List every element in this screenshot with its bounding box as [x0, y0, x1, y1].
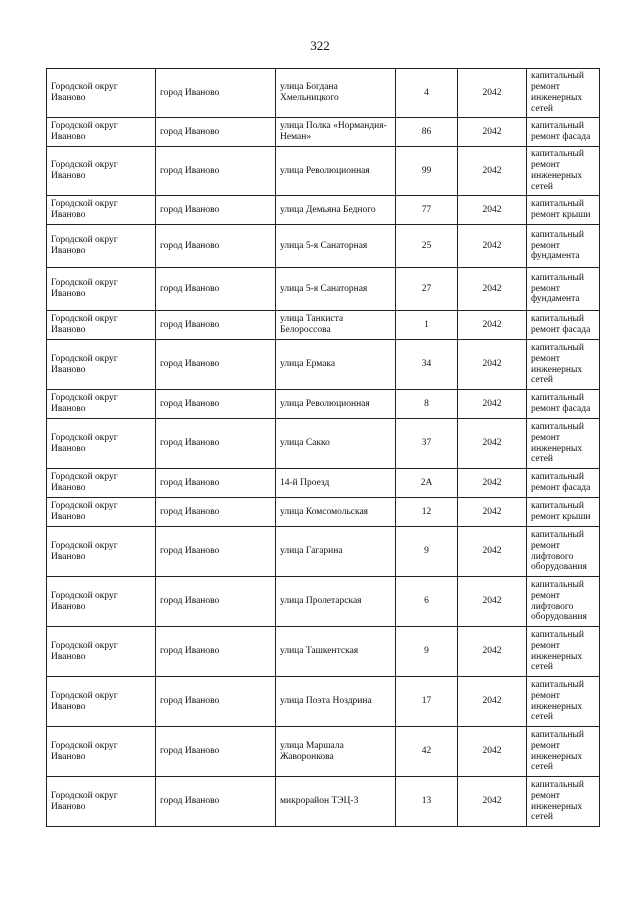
cell-year: 2042: [458, 627, 527, 677]
cell-city: город Иваново: [156, 727, 276, 777]
cell-street: улица 5-я Санаторная: [276, 268, 396, 311]
table-row: [47, 627, 600, 677]
cell-work-type: капитальный ремонт инженерных сетей: [527, 419, 600, 469]
cell-work-type: капитальный ремонт инженерных сетей: [527, 340, 600, 390]
table-row: [47, 311, 600, 340]
cell-street: улица Комсомольская: [276, 498, 396, 527]
cell-street: улица Полка «Нормандия-Неман»: [276, 118, 396, 147]
cell-house-number: 77: [396, 196, 458, 225]
table-row: [47, 147, 600, 196]
cell-year: 2042: [458, 777, 527, 827]
cell-street: улица Маршала Жаворонкова: [276, 727, 396, 777]
cell-street: улица Ермака: [276, 340, 396, 390]
cell-street: микрорайон ТЭЦ-3: [276, 777, 396, 827]
cell-street: улица Революционная: [276, 390, 396, 419]
cell-street: улица Поэта Ноздрина: [276, 677, 396, 727]
table-row: [47, 268, 600, 311]
cell-work-type: капитальный ремонт инженерных сетей: [527, 727, 600, 777]
table-row: [47, 469, 600, 498]
cell-okrug: Городской округ Иваново: [47, 118, 156, 147]
cell-house-number: 4: [396, 69, 458, 118]
cell-okrug: Городской округ Иваново: [47, 627, 156, 677]
cell-street: улица Ташкентская: [276, 627, 396, 677]
cell-year: 2042: [458, 311, 527, 340]
cell-city: город Иваново: [156, 196, 276, 225]
cell-year: 2042: [458, 390, 527, 419]
cell-okrug: Городской округ Иваново: [47, 69, 156, 118]
cell-year: 2042: [458, 225, 527, 268]
cell-year: 2042: [458, 419, 527, 469]
cell-city: город Иваново: [156, 225, 276, 268]
cell-house-number: 17: [396, 677, 458, 727]
cell-house-number: 27: [396, 268, 458, 311]
cell-house-number: 9: [396, 527, 458, 577]
table-row: [47, 777, 600, 827]
cell-city: город Иваново: [156, 469, 276, 498]
cell-city: город Иваново: [156, 498, 276, 527]
cell-work-type: капитальный ремонт крыши: [527, 498, 600, 527]
cell-year: 2042: [458, 196, 527, 225]
cell-okrug: Городской округ Иваново: [47, 225, 156, 268]
cell-okrug: Городской округ Иваново: [47, 498, 156, 527]
cell-okrug: Городской округ Иваново: [47, 196, 156, 225]
cell-year: 2042: [458, 147, 527, 196]
cell-street: улица Демьяна Бедного: [276, 196, 396, 225]
cell-okrug: Городской округ Иваново: [47, 311, 156, 340]
cell-street: 14-й Проезд: [276, 469, 396, 498]
cell-city: город Иваново: [156, 777, 276, 827]
cell-house-number: 99: [396, 147, 458, 196]
table-row: [47, 69, 600, 118]
cell-work-type: капитальный ремонт инженерных сетей: [527, 69, 600, 118]
table-row: [47, 577, 600, 627]
cell-work-type: капитальный ремонт фундамента: [527, 268, 600, 311]
cell-house-number: 34: [396, 340, 458, 390]
cell-okrug: Городской округ Иваново: [47, 147, 156, 196]
cell-work-type: капитальный ремонт инженерных сетей: [527, 627, 600, 677]
table-row: [47, 677, 600, 727]
cell-okrug: Городской округ Иваново: [47, 419, 156, 469]
table-row: [47, 527, 600, 577]
table-row: [47, 225, 600, 268]
page-number: 322: [310, 38, 330, 53]
table-row: [47, 727, 600, 777]
cell-work-type: капитальный ремонт лифтового оборудования: [527, 577, 600, 627]
cell-city: город Иваново: [156, 419, 276, 469]
cell-street: улица Богдана Хмельницкого: [276, 69, 396, 118]
cell-city: город Иваново: [156, 627, 276, 677]
cell-street: улица 5-я Санаторная: [276, 225, 396, 268]
cell-year: 2042: [458, 69, 527, 118]
cell-street: улица Танкиста Белороссова: [276, 311, 396, 340]
cell-okrug: Городской округ Иваново: [47, 777, 156, 827]
table-row: [47, 498, 600, 527]
cell-okrug: Городской округ Иваново: [47, 469, 156, 498]
cell-city: город Иваново: [156, 118, 276, 147]
table-row: [47, 419, 600, 469]
cell-okrug: Городской округ Иваново: [47, 390, 156, 419]
cell-house-number: 1: [396, 311, 458, 340]
cell-city: город Иваново: [156, 311, 276, 340]
cell-work-type: капитальный ремонт лифтового оборудования: [527, 527, 600, 577]
cell-house-number: 86: [396, 118, 458, 147]
cell-year: 2042: [458, 268, 527, 311]
cell-work-type: капитальный ремонт фасада: [527, 390, 600, 419]
cell-house-number: 25: [396, 225, 458, 268]
table-row: [47, 390, 600, 419]
cell-year: 2042: [458, 527, 527, 577]
cell-street: улица Гагарина: [276, 527, 396, 577]
cell-city: город Иваново: [156, 340, 276, 390]
cell-work-type: капитальный ремонт фасада: [527, 311, 600, 340]
cell-house-number: 42: [396, 727, 458, 777]
cell-house-number: 9: [396, 627, 458, 677]
cell-street: улица Пролетарская: [276, 577, 396, 627]
cell-work-type: капитальный ремонт инженерных сетей: [527, 677, 600, 727]
cell-okrug: Городской округ Иваново: [47, 268, 156, 311]
cell-city: город Иваново: [156, 268, 276, 311]
cell-city: город Иваново: [156, 390, 276, 419]
cell-okrug: Городской округ Иваново: [47, 340, 156, 390]
cell-city: город Иваново: [156, 69, 276, 118]
cell-okrug: Городской округ Иваново: [47, 677, 156, 727]
cell-year: 2042: [458, 340, 527, 390]
cell-okrug: Городской округ Иваново: [47, 577, 156, 627]
cell-house-number: 37: [396, 419, 458, 469]
cell-house-number: 2А: [396, 469, 458, 498]
cell-work-type: капитальный ремонт крыши: [527, 196, 600, 225]
cell-work-type: капитальный ремонт фасада: [527, 118, 600, 147]
table-row: [47, 196, 600, 225]
cell-house-number: 6: [396, 577, 458, 627]
cell-work-type: капитальный ремонт фасада: [527, 469, 600, 498]
cell-work-type: капитальный ремонт инженерных сетей: [527, 777, 600, 827]
cell-house-number: 13: [396, 777, 458, 827]
cell-city: город Иваново: [156, 677, 276, 727]
table-row: [47, 340, 600, 390]
cell-street: улица Сакко: [276, 419, 396, 469]
cell-year: 2042: [458, 727, 527, 777]
cell-year: 2042: [458, 677, 527, 727]
cell-year: 2042: [458, 498, 527, 527]
repair-schedule-table: [46, 68, 600, 827]
cell-house-number: 12: [396, 498, 458, 527]
cell-okrug: Городской округ Иваново: [47, 527, 156, 577]
cell-house-number: 8: [396, 390, 458, 419]
cell-city: город Иваново: [156, 527, 276, 577]
cell-year: 2042: [458, 118, 527, 147]
cell-work-type: капитальный ремонт фундамента: [527, 225, 600, 268]
table-row: [47, 118, 600, 147]
cell-year: 2042: [458, 469, 527, 498]
table-body: [47, 69, 600, 827]
cell-work-type: капитальный ремонт инженерных сетей: [527, 147, 600, 196]
cell-okrug: Городской округ Иваново: [47, 727, 156, 777]
cell-street: улица Революционная: [276, 147, 396, 196]
cell-city: город Иваново: [156, 577, 276, 627]
cell-city: город Иваново: [156, 147, 276, 196]
cell-year: 2042: [458, 577, 527, 627]
